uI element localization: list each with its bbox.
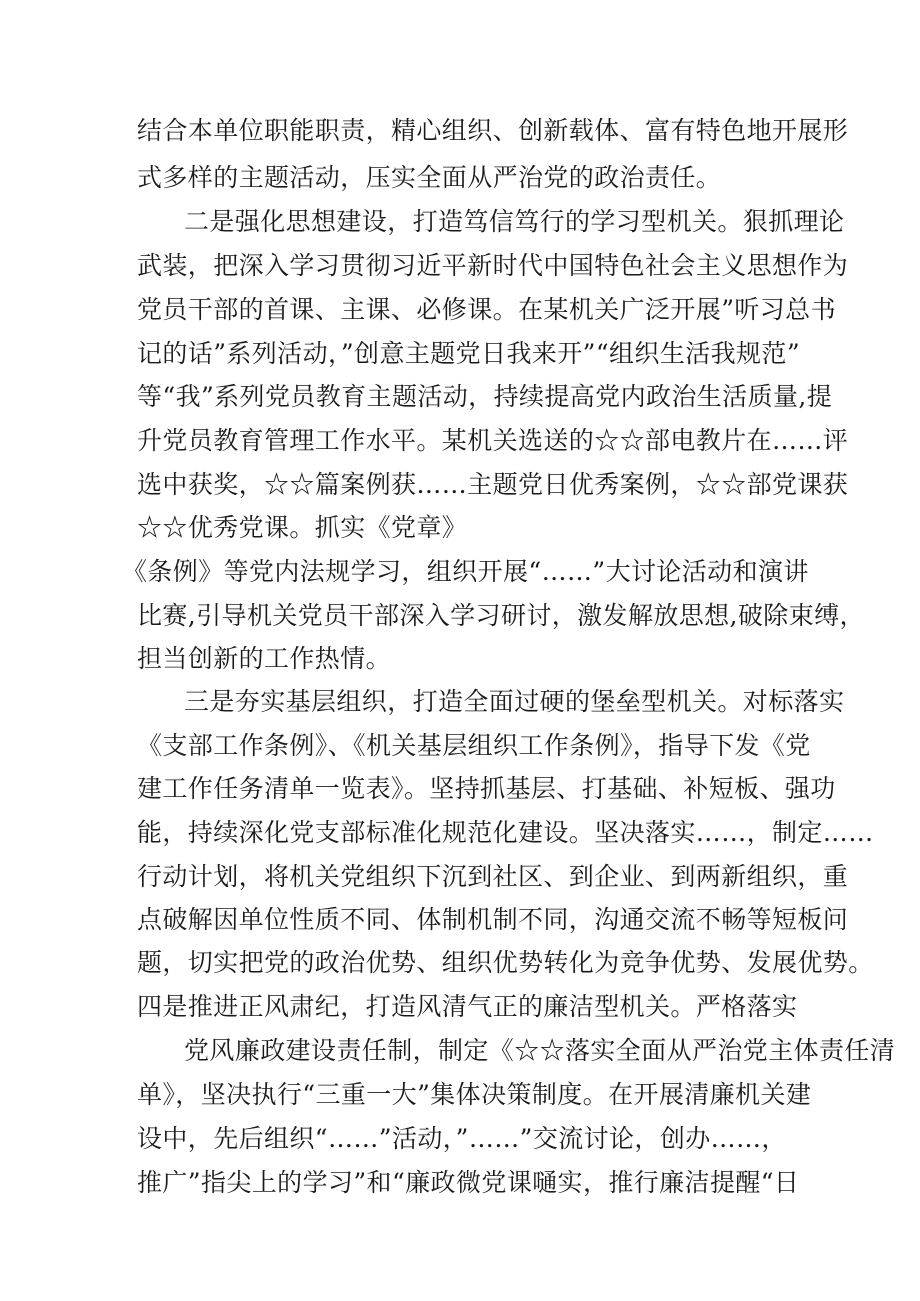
paragraph-start-line: 党风廉政建设责任制，制定《☆☆落实全面从严治党主体责任清 xyxy=(184,1036,896,1065)
text-line: 四是推进正风肃纪，打造风清气正的廉洁型机关。严格落实 xyxy=(137,992,798,1021)
text-line: 担当创新的工作热情。 xyxy=(137,644,392,673)
text-line: 点破解因单位性质不同、体制机制不同，沟通交流不畅等短板问 xyxy=(137,905,849,934)
text-line: 武装，把深入学习贯彻习近平新时代中国特色社会主义思想作为 xyxy=(137,251,849,280)
text-line: 《支部工作条例》、《机关基层组织工作条例》，指导下发《党 xyxy=(137,731,811,760)
text-line: 党员干部的首课、主课、必修课。在某机关广泛开展”听习总书 xyxy=(137,295,836,324)
text-line: 结合本单位职能职责，精心组织、创新载体、富有特色地开展形 xyxy=(137,116,849,145)
text-line: 建工作任务清单一览表》。坚持抓基层、打基础、补短板、强功 xyxy=(137,774,836,803)
text-line: 推广”指尖上的学习”和“廉政微党课嗵实，推行廉洁提醒“日 xyxy=(137,1168,800,1197)
text-line: 式多样的主题活动，压实全面从严治党的政治责任。 xyxy=(137,163,722,192)
text-line: 行动计划，将机关党组织下沉到社区、到企业、到两新组织，重 xyxy=(137,862,849,891)
paragraph-start-line: 二是强化思想建设，打造笃信笃行的学习型机关。狠抓理论 xyxy=(184,207,845,236)
text-line: 比赛,引导机关党员干部深入学习研讨，激发解放思想,破除束缚， xyxy=(137,601,865,630)
text-line: 能，持续深化党支部标准化规范化建设。坚决落实……，制定…… xyxy=(137,818,874,847)
paragraph-start-line: 三是夯实基层组织，打造全面过硬的堡垒型机关。对标落实 xyxy=(184,687,845,716)
text-line: 升党员教育管理工作水平。某机关选送的☆☆部电教片在……评 xyxy=(137,426,849,455)
text-line: ☆☆优秀党课。抓实《党章》 xyxy=(137,513,468,542)
text-line: 题，切实把党的政治优势、组织优势转化为竞争优势、发展优势。 xyxy=(137,948,874,977)
text-line: 等“我”系列党员教育主题活动，持续提高党内政治生活质量,提 xyxy=(137,382,833,411)
text-line: 设中，先后组织“……”活动，”……”交流讨论，创办……， xyxy=(137,1124,787,1153)
text-line: 《条例》等党内法规学习，组织开展“……”大讨论活动和演讲 xyxy=(122,557,809,586)
text-line: 选中获奖，☆☆篇案例获……主题党日优秀案例，☆☆部党课获 xyxy=(137,470,849,499)
text-line: 记的话”系列活动，”创意主题党日我来开”“组织生活我规范” xyxy=(137,339,801,368)
text-line: 单》，坚决执行“三重一大”集体决策制度。在开展清廉机关建 xyxy=(137,1080,812,1109)
